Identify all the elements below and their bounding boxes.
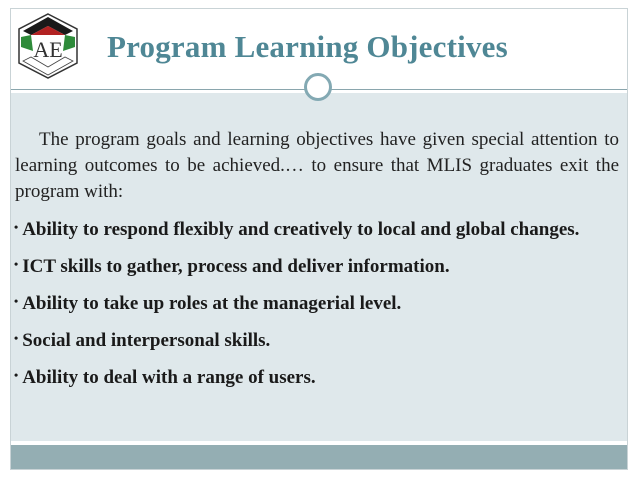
institution-logo <box>13 11 83 81</box>
footer-bar <box>11 445 627 469</box>
objectives-list <box>14 213 624 398</box>
content-panel <box>11 93 627 441</box>
logo-lettering: AE <box>33 37 63 62</box>
list-item: • Social and interpersonal skills. <box>14 330 271 351</box>
slide <box>10 8 628 470</box>
bullet-icon: • <box>14 368 19 382</box>
bullet-icon: • <box>14 220 19 234</box>
bullet-icon: • <box>14 257 19 271</box>
bullet-icon: • <box>14 294 19 308</box>
page-title: Program Learning Objectives <box>107 29 508 64</box>
intro-paragraph <box>15 127 619 205</box>
list-item: • ICT skills to gather, process and deliver information. <box>14 256 450 277</box>
list-item: • Ability to take up roles at the managerial level. <box>14 293 402 314</box>
list-item: • Ability to deal with a range of users. <box>14 367 316 388</box>
divider-circle-icon <box>304 73 332 101</box>
list-item: • Ability to respond flexibly and creatively to local and global changes. <box>14 219 580 240</box>
intro-text: The program goals and learning objectives have given special attention to learning outcomes to be achieved.… to ensure that MLIS graduates exit the program with: <box>15 129 619 202</box>
bullet-icon: • <box>14 331 19 345</box>
